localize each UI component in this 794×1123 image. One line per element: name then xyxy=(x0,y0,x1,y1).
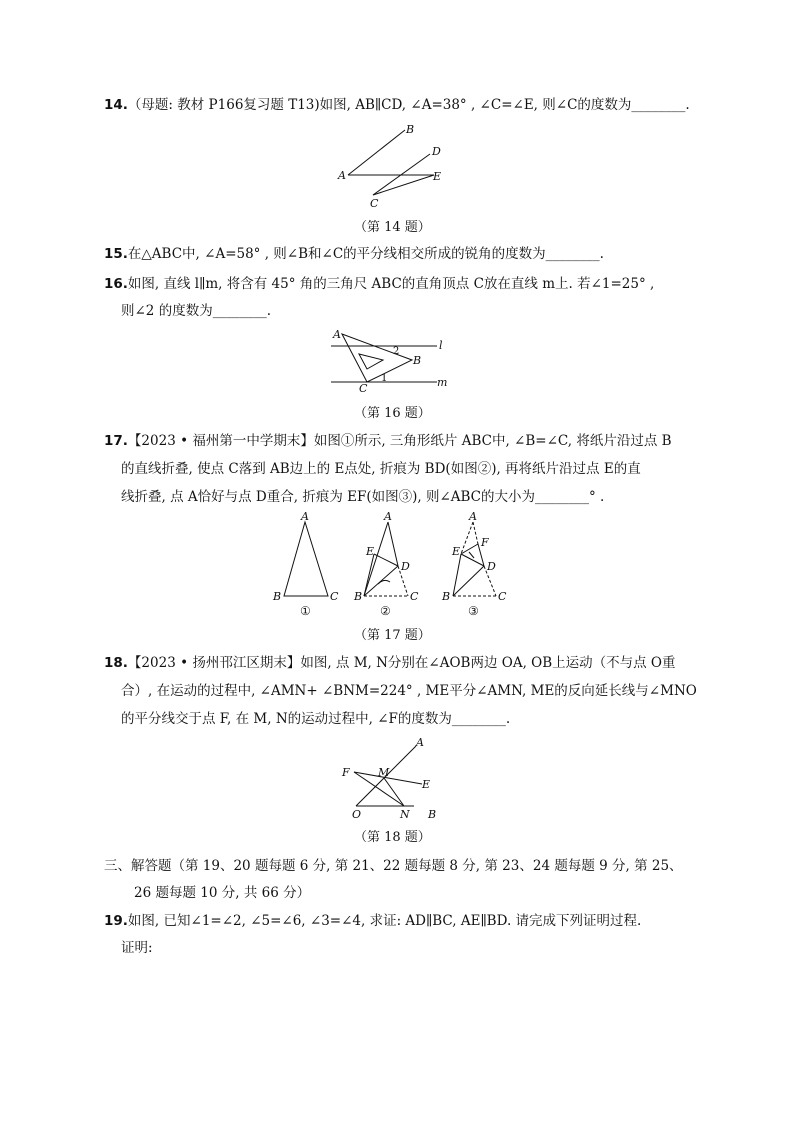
subfigure-2-label: ② xyxy=(380,604,391,618)
label-D: D xyxy=(432,145,441,158)
figure-16 xyxy=(325,326,455,396)
question-19 xyxy=(104,912,641,930)
label-A: A xyxy=(301,512,309,523)
figure-18 xyxy=(336,734,451,822)
section-3-heading-cont: 26 题每题 10 分, 共 66 分） xyxy=(134,885,311,901)
question-text: 如图, 直线 l∥m, 将含有 45° 角的三角尺 ABC的直角顶点 C放在直线 m上. 若∠1=25° , xyxy=(127,276,655,292)
question-18-line-2: 合）, 在运动的过程中, ∠AMN+ ∠BNM=224° , ME平分∠AMN, ME的反向延长线与∠MNO xyxy=(121,683,697,699)
question-18-line-1 xyxy=(104,654,676,672)
label-A: A xyxy=(469,512,477,523)
question-text: 在△ABC中, ∠A=58° , 则∠B和∠C的平分线相交所成的锐角的度数为________. xyxy=(127,246,604,262)
label-E: E xyxy=(452,545,461,558)
label-O: O xyxy=(352,808,362,821)
figure-17 xyxy=(266,512,516,620)
question-number: 14. xyxy=(104,97,128,113)
figure-16-caption: （第 16 题） xyxy=(354,406,431,421)
label-A: A xyxy=(384,512,392,523)
label-A: A xyxy=(333,328,341,341)
label-B: B xyxy=(442,590,451,603)
label-B: B xyxy=(406,123,415,136)
question-number: 16. xyxy=(104,276,128,292)
label-B: B xyxy=(413,354,422,367)
figure-14 xyxy=(330,122,460,212)
proof-label: 证明: xyxy=(121,940,153,956)
subfigure-1-label: ① xyxy=(300,604,311,618)
label-C: C xyxy=(410,590,419,603)
question-17-line-2: 的直线折叠, 使点 C落到 AB边上的 E点处, 折痕为 BD(如图②), 再将纸片沿过点 E的直 xyxy=(121,461,641,477)
label-C: C xyxy=(359,382,368,395)
label-F: F xyxy=(481,536,489,549)
label-D: D xyxy=(487,560,496,573)
question-number: 19. xyxy=(104,913,128,929)
question-text: 【2023 • 福州第一中学期末】如图①所示, 三角形纸片 ABC中, ∠B=∠C, 将纸片沿过点 B xyxy=(127,433,672,449)
label-B: B xyxy=(273,590,282,603)
label-E: E xyxy=(433,170,442,183)
label-F: F xyxy=(342,766,350,779)
label-angle-2: 2 xyxy=(393,346,400,357)
section-3-heading: 三、解答题（第 19、20 题每题 6 分, 第 21、22 题每题 8 分, 第 23、24 题每题 9 分, 第 25、 xyxy=(104,858,683,874)
label-D: D xyxy=(401,560,410,573)
question-text: （母题: 教材 P166复习题 T13)如图, AB∥CD, ∠A=38° , ∠C=∠E, 则∠C的度数为________. xyxy=(127,97,690,113)
figure-17-caption: （第 17 题） xyxy=(354,628,431,643)
question-16-line-2: 则∠2 的度数为________. xyxy=(121,303,271,319)
label-angle-1: 1 xyxy=(381,373,388,384)
question-14 xyxy=(104,96,690,114)
label-A: A xyxy=(338,169,346,182)
question-16-line-1 xyxy=(104,275,654,293)
label-N: N xyxy=(400,808,410,821)
label-E: E xyxy=(366,545,375,558)
label-B: B xyxy=(354,590,363,603)
label-m: m xyxy=(437,376,448,389)
figure-14-caption: （第 14 题） xyxy=(354,220,431,235)
figure-18-caption: （第 18 题） xyxy=(354,830,431,845)
question-17-line-3: 线折叠, 点 A恰好与点 D重合, 折痕为 EF(如图③), 则∠ABC的大小为________° . xyxy=(121,489,605,505)
label-E: E xyxy=(422,778,431,791)
question-text: 如图, 已知∠1=∠2, ∠5=∠6, ∠3=∠4, 求证: AD∥BC, AE∥BD. 请完成下列证明过程. xyxy=(127,913,642,929)
label-A: A xyxy=(416,736,424,749)
subfigure-3-label: ③ xyxy=(468,604,479,618)
label-C: C xyxy=(370,197,379,210)
label-C: C xyxy=(330,590,339,603)
label-M: M xyxy=(378,766,390,779)
question-number: 15. xyxy=(104,246,128,262)
question-text: 【2023 • 扬州邗江区期末】如图, 点 M, N分别在∠AOB两边 OA, OB上运动（不与点 O重 xyxy=(127,655,676,671)
question-number: 17. xyxy=(104,433,128,449)
question-number: 18. xyxy=(104,655,128,671)
question-17-line-1 xyxy=(104,432,672,450)
label-B: B xyxy=(428,808,437,821)
question-15 xyxy=(104,245,604,263)
question-18-line-3: 的平分线交于点 F, 在 M, N的运动过程中, ∠F的度数为________. xyxy=(121,711,511,727)
label-l: l xyxy=(439,339,443,352)
label-C: C xyxy=(498,590,507,603)
